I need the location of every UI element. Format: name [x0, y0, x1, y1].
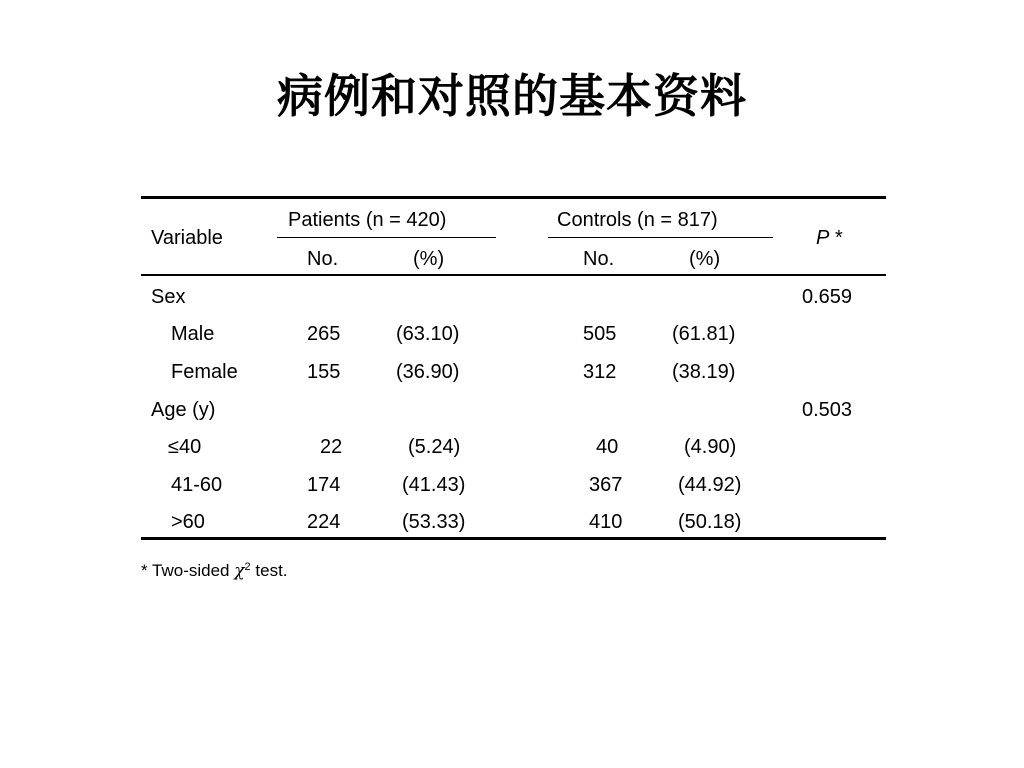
- table-header-rule: [141, 274, 886, 276]
- table-top-rule: [141, 196, 886, 199]
- header-patients-pct: (%): [413, 248, 445, 270]
- slide-title: 病例和对照的基本资料: [277, 69, 747, 123]
- header-patients-no: No.: [307, 248, 339, 270]
- row-label-male: Male: [171, 323, 215, 345]
- controls-no-age-41-60: 367: [589, 474, 623, 496]
- table-footnote: [141, 560, 288, 582]
- header-controls: Controls (n = 817): [557, 209, 718, 231]
- row-label-age-le40: ≤40: [168, 436, 202, 458]
- controls-pct-age-gt60: (50.18): [678, 511, 742, 533]
- p-value-age: 0.503: [802, 399, 853, 421]
- footnote-superscript: 2: [244, 561, 251, 573]
- header-variable: Variable: [151, 227, 223, 249]
- patients-pct-age-gt60: (53.33): [402, 511, 466, 533]
- patients-group-line: [277, 237, 496, 238]
- header-controls-pct: (%): [689, 248, 721, 270]
- baseline-table: [141, 196, 886, 540]
- controls-pct-male: (61.81): [672, 323, 736, 345]
- patients-pct-male: (63.10): [396, 323, 460, 345]
- table-bottom-rule: [141, 537, 886, 540]
- controls-no-age-gt60: 410: [589, 511, 623, 533]
- row-label-age-41-60: 41-60: [171, 474, 223, 496]
- row-label-female: Female: [171, 361, 238, 383]
- patients-no-age-41-60: 174: [307, 474, 341, 496]
- controls-no-age-le40: 40: [596, 436, 619, 458]
- row-label-age-gt60: >60: [171, 511, 205, 533]
- controls-pct-age-le40: (4.90): [684, 436, 737, 458]
- patients-no-female: 155: [307, 361, 341, 383]
- patients-no-male: 265: [307, 323, 341, 345]
- controls-pct-female: (38.19): [672, 361, 736, 383]
- header-controls-no: No.: [583, 248, 615, 270]
- patients-pct-age-41-60: (41.43): [402, 474, 466, 496]
- controls-pct-age-41-60: (44.92): [678, 474, 742, 496]
- controls-no-female: 312: [583, 361, 617, 383]
- header-patients: Patients (n = 420): [288, 209, 447, 231]
- chi-symbol: χ: [234, 561, 245, 581]
- footnote-suffix: test.: [250, 561, 288, 580]
- controls-no-male: 505: [583, 323, 617, 345]
- patients-pct-age-le40: (5.24): [408, 436, 461, 458]
- p-value-sex: 0.659: [802, 286, 853, 308]
- patients-pct-female: (36.90): [396, 361, 460, 383]
- controls-group-line: [548, 237, 773, 238]
- patients-no-age-gt60: 224: [307, 511, 341, 533]
- patients-no-age-le40: 22: [320, 436, 343, 458]
- header-p-value: P *: [816, 227, 842, 249]
- row-label-age: Age (y): [151, 399, 216, 421]
- row-label-sex: Sex: [151, 286, 186, 308]
- footnote-prefix: * Two-sided: [141, 561, 235, 580]
